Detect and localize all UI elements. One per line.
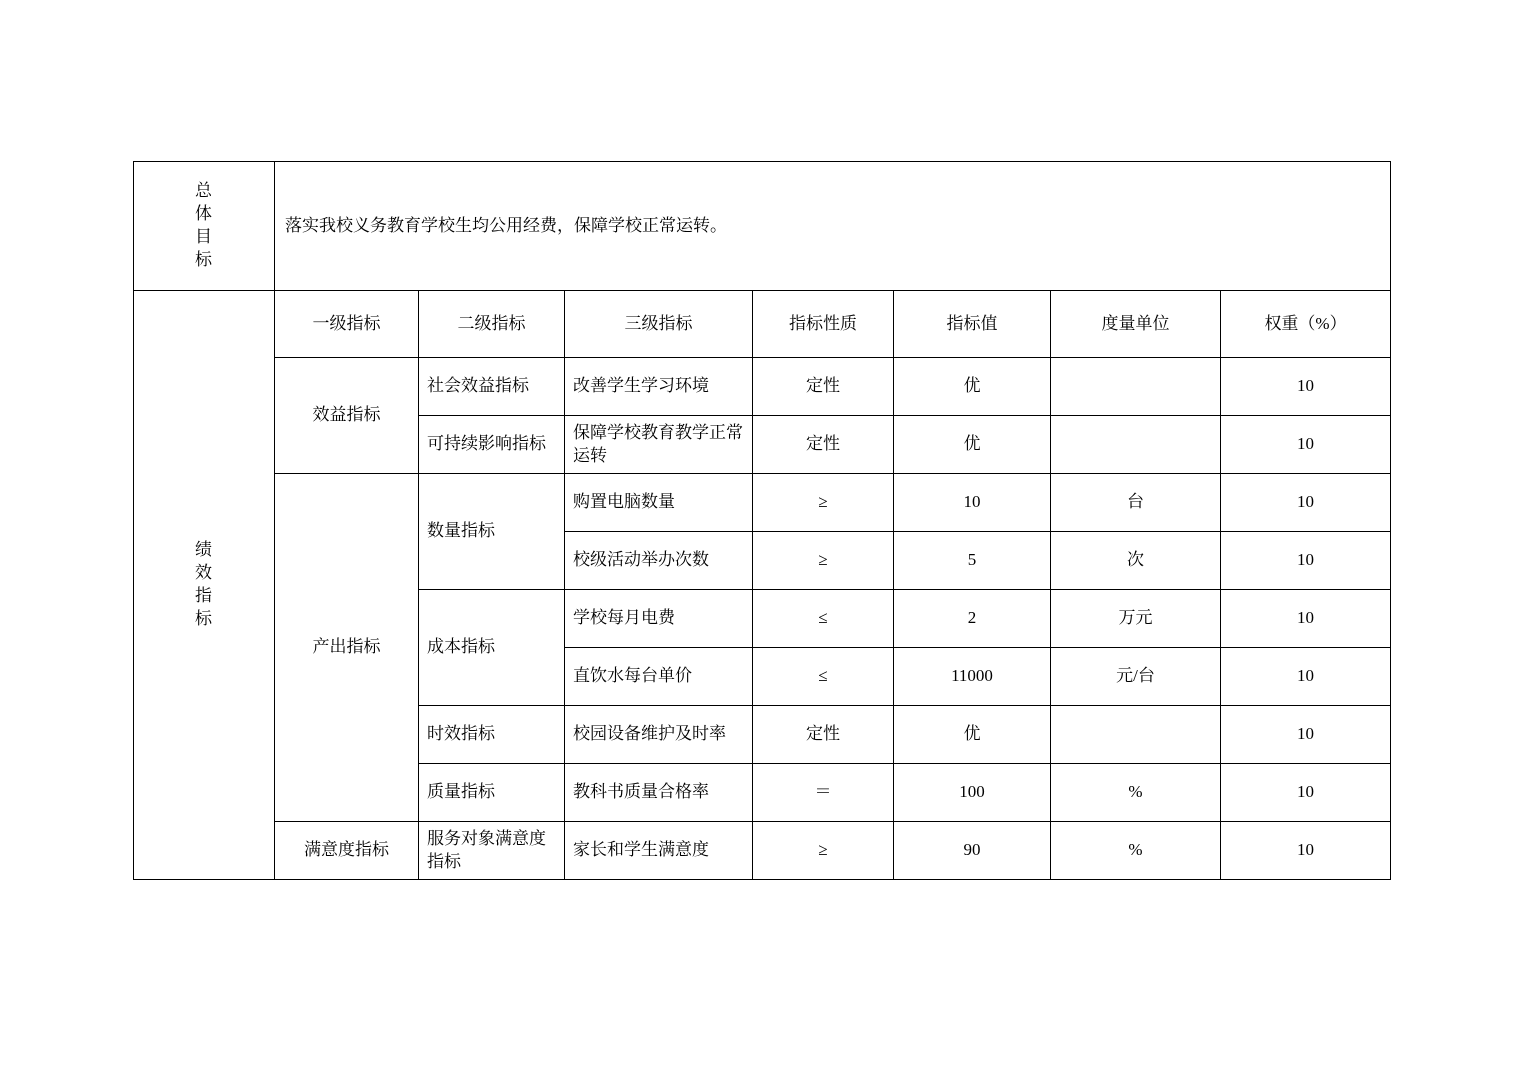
nature-2-0: ≥ bbox=[753, 822, 894, 880]
performance-table-wrapper bbox=[133, 161, 1390, 880]
weight-1-1: 10 bbox=[1221, 532, 1391, 590]
level2-service-satisfaction: 服务对象满意度指标 bbox=[419, 822, 565, 880]
value-1-4: 优 bbox=[894, 706, 1051, 764]
header-level1: 一级指标 bbox=[275, 291, 419, 358]
nature-0-0: 定性 bbox=[753, 358, 894, 416]
perf-label-c1: 绩 bbox=[195, 540, 213, 560]
nature-1-0: ≥ bbox=[753, 474, 894, 532]
weight-1-0: 10 bbox=[1221, 474, 1391, 532]
nature-0-1: 定性 bbox=[753, 416, 894, 474]
level3-activity-count: 校级活动举办次数 bbox=[565, 532, 753, 590]
table-row bbox=[134, 474, 1391, 532]
overall-goal-label-c4: 标 bbox=[195, 249, 213, 269]
weight-2-0: 10 bbox=[1221, 822, 1391, 880]
level2-sustainable-impact: 可持续影响指标 bbox=[419, 416, 565, 474]
level3-maintenance-rate: 校园设备维护及时率 bbox=[565, 706, 753, 764]
unit-0-1 bbox=[1051, 416, 1221, 474]
level3-water-unit-price: 直饮水每台单价 bbox=[565, 648, 753, 706]
table-header-row bbox=[134, 291, 1391, 358]
table-row bbox=[134, 358, 1391, 416]
unit-1-0: 台 bbox=[1051, 474, 1221, 532]
unit-1-2: 万元 bbox=[1051, 590, 1221, 648]
level3-monthly-electricity: 学校每月电费 bbox=[565, 590, 753, 648]
weight-0-1: 10 bbox=[1221, 416, 1391, 474]
overall-goal-text: 落实我校义务教育学校生均公用经费，保障学校正常运转。 bbox=[275, 162, 1391, 291]
nature-1-2: ≤ bbox=[753, 590, 894, 648]
unit-1-5: % bbox=[1051, 764, 1221, 822]
level3-improve-environment: 改善学生学习环境 bbox=[565, 358, 753, 416]
perf-label-c4: 标 bbox=[195, 608, 213, 628]
level3-computer-count: 购置电脑数量 bbox=[565, 474, 753, 532]
value-1-5: 100 bbox=[894, 764, 1051, 822]
overall-goal-label bbox=[134, 162, 275, 291]
level3-textbook-pass-rate: 教科书质量合格率 bbox=[565, 764, 753, 822]
level1-benefit: 效益指标 bbox=[275, 358, 419, 474]
unit-2-0: % bbox=[1051, 822, 1221, 880]
performance-indicator-label bbox=[134, 291, 275, 880]
unit-1-1: 次 bbox=[1051, 532, 1221, 590]
performance-indicator-table bbox=[133, 161, 1391, 880]
nature-1-4: 定性 bbox=[753, 706, 894, 764]
weight-0-0: 10 bbox=[1221, 358, 1391, 416]
header-nature: 指标性质 bbox=[753, 291, 894, 358]
overall-goal-label-c1: 总 bbox=[195, 181, 213, 201]
level3-parent-student-satisfaction: 家长和学生满意度 bbox=[565, 822, 753, 880]
nature-1-3: ≤ bbox=[753, 648, 894, 706]
perf-label-c2: 效 bbox=[195, 563, 213, 583]
level2-timeliness: 时效指标 bbox=[419, 706, 565, 764]
value-2-0: 90 bbox=[894, 822, 1051, 880]
nature-1-5: ＝ bbox=[753, 764, 894, 822]
nature-1-1: ≥ bbox=[753, 532, 894, 590]
level3-ensure-teaching: 保障学校教育教学正常运转 bbox=[565, 416, 753, 474]
table-row bbox=[134, 822, 1391, 880]
level2-cost: 成本指标 bbox=[419, 590, 565, 706]
perf-label-c3: 指 bbox=[195, 586, 213, 605]
level1-output: 产出指标 bbox=[275, 474, 419, 822]
header-unit: 度量单位 bbox=[1051, 291, 1221, 358]
weight-1-3: 10 bbox=[1221, 648, 1391, 706]
header-weight: 权重（%） bbox=[1221, 291, 1391, 358]
value-0-0: 优 bbox=[894, 358, 1051, 416]
value-0-1: 优 bbox=[894, 416, 1051, 474]
unit-0-0 bbox=[1051, 358, 1221, 416]
header-value: 指标值 bbox=[894, 291, 1051, 358]
value-1-0: 10 bbox=[894, 474, 1051, 532]
overall-goal-label-c3: 目 bbox=[195, 227, 213, 246]
value-1-1: 5 bbox=[894, 532, 1051, 590]
weight-1-2: 10 bbox=[1221, 590, 1391, 648]
unit-1-3: 元/台 bbox=[1051, 648, 1221, 706]
level2-quantity: 数量指标 bbox=[419, 474, 565, 590]
header-level3: 三级指标 bbox=[565, 291, 753, 358]
weight-1-4: 10 bbox=[1221, 706, 1391, 764]
overall-goal-row bbox=[134, 162, 1391, 291]
level1-satisfaction: 满意度指标 bbox=[275, 822, 419, 880]
level2-quality: 质量指标 bbox=[419, 764, 565, 822]
header-level2: 二级指标 bbox=[419, 291, 565, 358]
weight-1-5: 10 bbox=[1221, 764, 1391, 822]
value-1-3: 11000 bbox=[894, 648, 1051, 706]
overall-goal-label-c2: 体 bbox=[195, 204, 213, 224]
value-1-2: 2 bbox=[894, 590, 1051, 648]
unit-1-4 bbox=[1051, 706, 1221, 764]
level2-social-benefit: 社会效益指标 bbox=[419, 358, 565, 416]
